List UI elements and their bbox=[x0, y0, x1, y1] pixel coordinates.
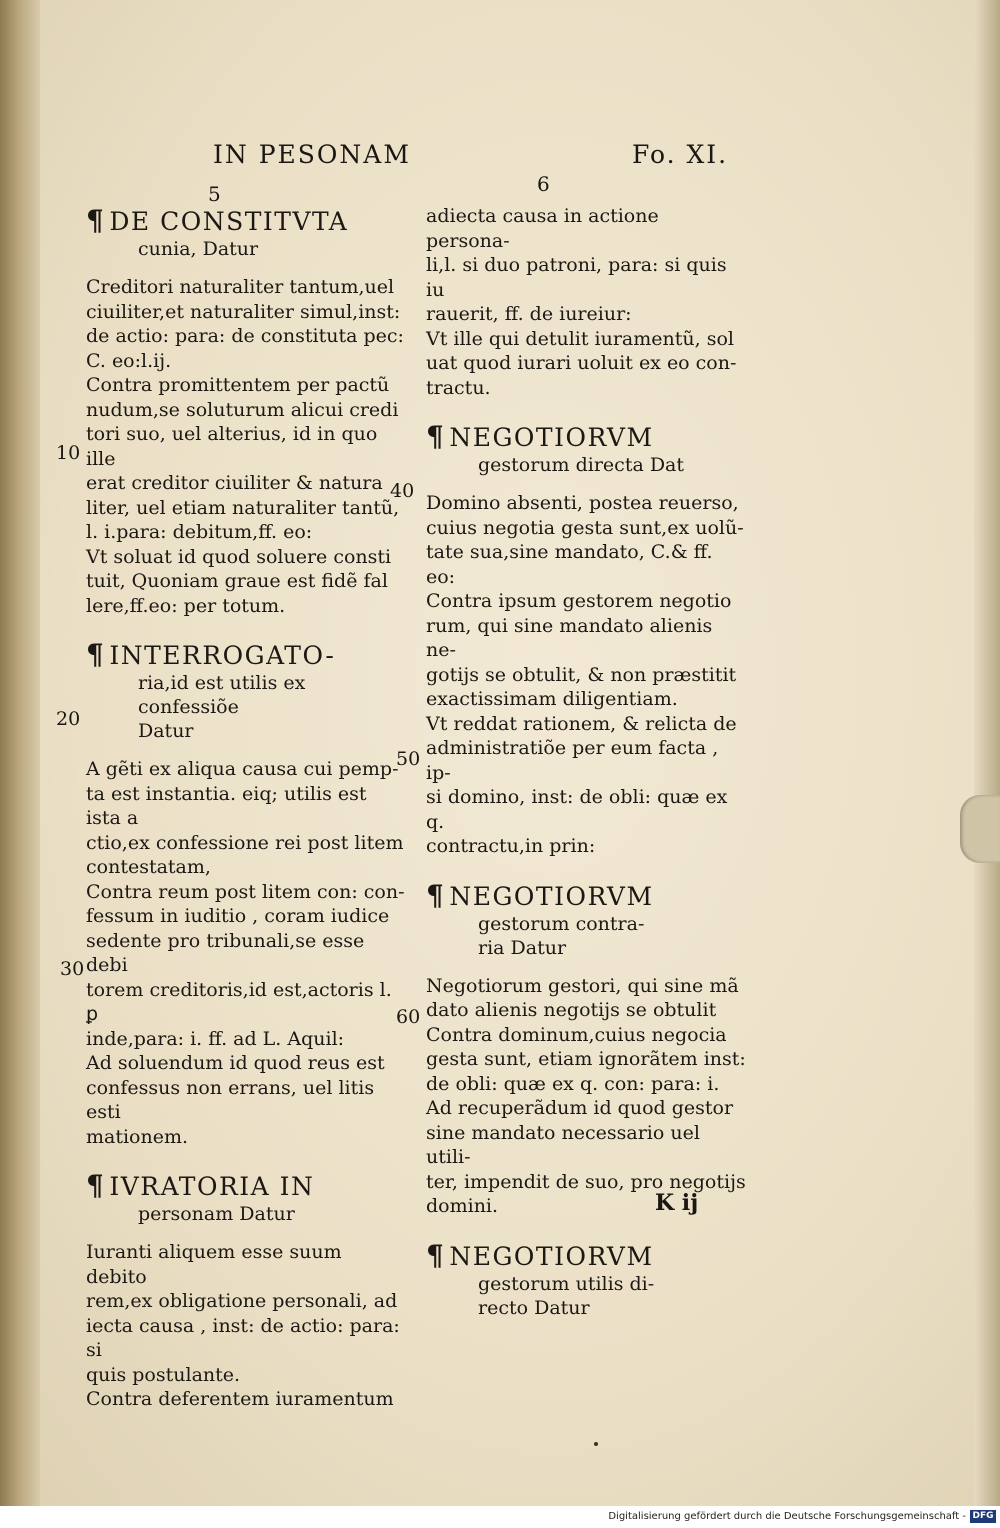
text-line: domini. bbox=[426, 1195, 499, 1217]
rubric-subline: personam Datur bbox=[138, 1203, 295, 1225]
text-line: dato alienis negotijs se obtulit bbox=[426, 999, 717, 1021]
rubric-spacer bbox=[86, 743, 406, 757]
rubric-text: INTERROGATO- bbox=[109, 641, 336, 670]
rubric-heading bbox=[426, 878, 746, 912]
margin-number: 30 bbox=[60, 958, 85, 980]
text-line: Contra promittentem per pactũ bbox=[86, 374, 390, 396]
text-line: tori suo, uel alterius, id in quo ille bbox=[86, 423, 378, 470]
text-line: contractu,in prin: bbox=[426, 835, 596, 857]
text-line: liter, uel etiam naturaliter tantũ, bbox=[86, 496, 400, 519]
pilcrow-icon: ¶ bbox=[86, 1169, 106, 1202]
page-left-edge bbox=[0, 0, 40, 1506]
rubric-text: NEGOTIORVM bbox=[449, 881, 654, 911]
text-line: Domino absenti, postea reuerso, bbox=[426, 492, 739, 514]
text-line: rauerit, ff. de iureiur: bbox=[426, 303, 632, 325]
text-line: Vt soluat id quod soluere consti bbox=[86, 545, 392, 568]
signature-mark: K ĳ bbox=[655, 1190, 699, 1216]
folio-number: Fo. XI. bbox=[632, 140, 729, 169]
left-column bbox=[86, 206, 406, 1412]
text-line: tuit, Quoniam graue est fidẽ fal bbox=[86, 570, 388, 592]
right-column bbox=[426, 204, 746, 1334]
text-line: gotijs se obtulit, & non præstitit bbox=[426, 663, 737, 686]
text-line: sine mandato necessario uel utili- bbox=[426, 1121, 700, 1168]
text-line: uat quod iurari uoluit ex eo con- bbox=[426, 352, 737, 374]
text-line: Contra ipsum gestorem negotio bbox=[426, 590, 732, 612]
text-line: ter, impendit de suo, pro negotijs bbox=[426, 1170, 746, 1193]
text-line: Contra reum post litem con: con- bbox=[86, 880, 405, 903]
margin-number: 50 bbox=[396, 748, 421, 770]
text-line: li,l. si duo patroni, para: si quis iu bbox=[426, 254, 727, 301]
text-line: C. eo:l.ij. bbox=[86, 349, 172, 372]
text-line: adiecta causa in actione persona- bbox=[426, 205, 659, 252]
rubric-heading bbox=[86, 640, 406, 671]
text-line: rem,ex obligatione personali, ad bbox=[86, 1290, 398, 1312]
margin-number: 10 bbox=[56, 442, 81, 464]
rubric-spacer bbox=[426, 960, 746, 974]
column-number-right: 6 bbox=[537, 172, 550, 196]
text-line: fessum in iuditio , coram iudice bbox=[86, 905, 390, 927]
text-line: quis postulante. bbox=[86, 1363, 241, 1386]
rubric-subline: ria Datur bbox=[478, 936, 567, 959]
pilcrow-icon: ¶ bbox=[86, 638, 106, 671]
rubric-text: NEGOTIORVM bbox=[449, 1241, 654, 1271]
rubric-subline: recto Datur bbox=[478, 1296, 590, 1319]
rubric-spacer bbox=[86, 261, 406, 275]
pilcrow-icon: ¶ bbox=[426, 878, 446, 912]
page-right-edge bbox=[974, 0, 1000, 1506]
pilcrow-icon: ¶ bbox=[86, 204, 106, 237]
rubric-subline: gestorum contra- bbox=[478, 912, 645, 935]
rubric-text: NEGOTIORVM bbox=[449, 423, 654, 452]
dfg-logo: DFG bbox=[970, 1510, 996, 1523]
text-line: tractu. bbox=[426, 376, 491, 399]
text-line: ta est instantia. eiq; utilis est ista a bbox=[86, 782, 367, 829]
text-line: tate sua,sine mandato, C.& ff. eo: bbox=[426, 541, 713, 588]
text-line: sedente pro tribunali,se esse debi bbox=[86, 929, 365, 976]
text-line: Vt reddat rationem, & relicta de bbox=[426, 712, 737, 735]
rubric-heading bbox=[426, 1238, 746, 1272]
rubric-subline: Datur bbox=[138, 720, 194, 742]
rubric-subline: cunia, Datur bbox=[138, 238, 259, 260]
pilcrow-icon: ¶ bbox=[426, 1238, 446, 1272]
margin-number: 20 bbox=[56, 708, 81, 730]
rubric-subline: gestorum directa Dat bbox=[478, 454, 685, 476]
text-line: Creditori naturaliter tantum,uel bbox=[86, 276, 395, 298]
text-line: nudum,se soluturum alicui credi bbox=[86, 398, 399, 421]
rubric-text: IVRATORIA IN bbox=[109, 1172, 315, 1201]
text-line: Contra dominum,cuius negocia bbox=[426, 1023, 727, 1046]
text-line: Iuranti aliquem esse suum debito bbox=[86, 1241, 342, 1288]
rubric-spacer bbox=[426, 477, 746, 491]
text-line: de actio: para: de constituta pec: bbox=[86, 325, 404, 347]
text-line: Negotiorum gestori, qui sine mã bbox=[426, 974, 739, 997]
rubric-heading bbox=[86, 206, 406, 237]
pilcrow-icon: ¶ bbox=[426, 420, 446, 453]
text-line: erat creditor ciuiliter & natura bbox=[86, 472, 383, 494]
rubric-text: DE CONSTITVTA bbox=[109, 207, 349, 236]
margin-number: 40 bbox=[390, 480, 415, 502]
rubric-spacer bbox=[86, 1226, 406, 1240]
text-line: mationem. bbox=[86, 1125, 189, 1148]
text-line: A gẽti ex aliqua causa cui pemp- bbox=[86, 758, 399, 780]
text-line: administratiõe per eum facta , ip- bbox=[426, 737, 719, 784]
footer-text: Digitalisierung gefördert durch die Deutsche Forschungsgemeinschaft - bbox=[608, 1511, 966, 1522]
text-line: ctio,ex confessione rei post litem bbox=[86, 831, 404, 854]
text-line: confessus non errans, uel litis esti bbox=[86, 1076, 375, 1123]
rubric-subline: ria,id est utilis ex confessiõe bbox=[138, 672, 306, 718]
rubric-subline: gestorum utilis di- bbox=[478, 1272, 655, 1295]
text-line: Ad soluendum id quod reus est bbox=[86, 1052, 385, 1074]
margin-number: 60 bbox=[396, 1006, 421, 1028]
text-line: Vt ille qui detulit iuramentũ, sol bbox=[426, 327, 734, 350]
text-line: rum, qui sine mandato alienis ne- bbox=[426, 614, 713, 661]
rubric-spacer bbox=[426, 1320, 746, 1334]
text-line: si domino, inst: de obli: quæ ex q. bbox=[426, 786, 728, 833]
text-line: inde,para: i. ff. ad L. Aquil: bbox=[86, 1027, 345, 1050]
rubric-heading bbox=[426, 422, 746, 453]
page-dot bbox=[594, 1442, 598, 1446]
text-line: l. i.para: debitum,ff. eo: bbox=[86, 521, 313, 543]
text-line: contestatam, bbox=[86, 856, 211, 878]
text-line: ciuiliter,et naturaliter simul,inst: bbox=[86, 300, 401, 323]
page-tab bbox=[960, 795, 1000, 863]
text-line: Ad recuperãdum id quod gestor bbox=[426, 1097, 734, 1119]
digitization-footer bbox=[0, 1506, 1000, 1528]
text-line: exactissimam diligentiam. bbox=[426, 688, 678, 710]
rubric-heading bbox=[86, 1171, 406, 1202]
text-line: torem creditoris,id est,actoris l. ꝑ bbox=[86, 978, 392, 1025]
text-line: cuius negotia gesta sunt,ex uolũ- bbox=[426, 516, 744, 539]
text-line: de obli: quæ ex q. con: para: i. bbox=[426, 1072, 720, 1095]
text-line: iecta causa , inst: de actio: para: si bbox=[86, 1314, 400, 1361]
running-header-left: IN PESONAM bbox=[213, 140, 411, 169]
column-number-left: 5 bbox=[208, 182, 221, 206]
text-line: Contra deferentem iuramentum bbox=[86, 1388, 394, 1410]
text-line: gesta sunt, etiam ignorãtem inst: bbox=[426, 1048, 746, 1070]
text-line: lere,ff.eo: per totum. bbox=[86, 594, 286, 617]
